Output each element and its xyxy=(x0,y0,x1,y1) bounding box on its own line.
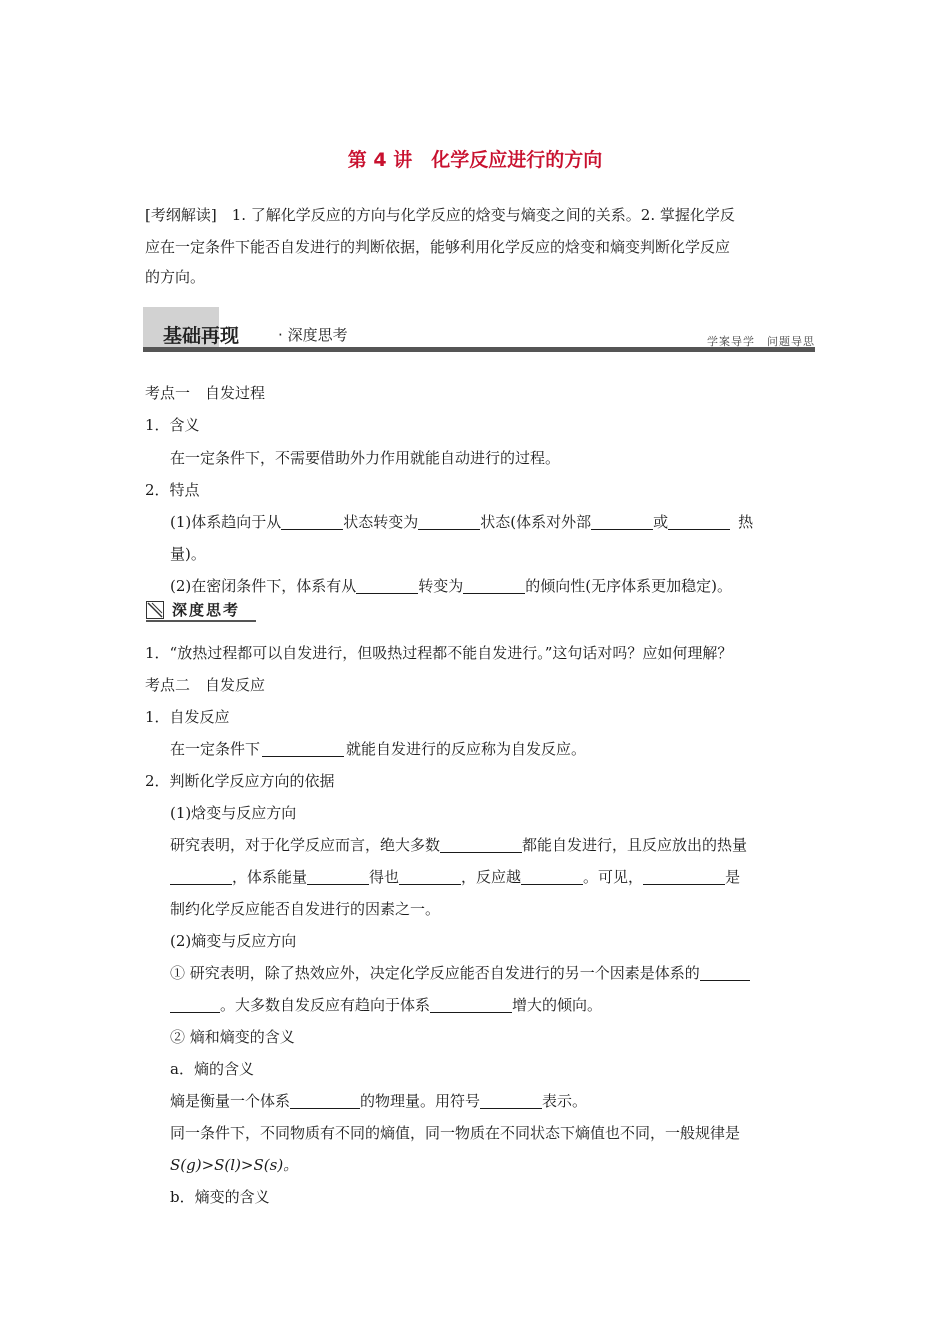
fill-blank[interactable] xyxy=(262,741,344,757)
intro-line-1: [考纲解读] 1. 了解化学反应的方向与化学反应的焓变与熵变之间的关系。2. 掌握化学反 xyxy=(145,206,735,224)
deep-think-header xyxy=(146,598,306,622)
fill-blank[interactable] xyxy=(281,514,343,530)
feature-1-line: (1)体系趋向于从 状态转变为 状态(体系对外部 或 热 xyxy=(170,513,754,531)
item-1-heading: 1．含义 xyxy=(145,416,200,434)
feature-1-cont: 量)。 xyxy=(170,545,206,563)
fill-blank[interactable] xyxy=(170,997,220,1013)
item-4-heading: 2．判断化学反应方向的依据 xyxy=(145,772,335,790)
section-banner xyxy=(143,307,815,353)
topic-1-heading: 考点一 自发过程 xyxy=(145,384,266,402)
fill-blank[interactable] xyxy=(307,869,369,885)
sub-2-line-1: ① 研究表明，除了热效应外，决定化学反应能否自发进行的另一个因素是体系的 xyxy=(170,963,750,983)
sub-1-line-2: ，体系能量 得也 ，反应越 。可见， 是 xyxy=(170,867,740,887)
sub-1-line-1: 研究表明，对于化学反应而言，绝大多数 都能自发进行，且反应放出的热量 xyxy=(170,836,748,854)
sub-5-heading: b．熵变的含义 xyxy=(170,1188,270,1206)
sub-4-heading: a．熵的含义 xyxy=(170,1060,254,1078)
fill-blank[interactable] xyxy=(700,965,750,981)
page-title: 第 4 讲 化学反应进行的方向 xyxy=(347,149,603,171)
fill-blank[interactable] xyxy=(591,514,653,530)
fill-blank[interactable] xyxy=(290,1093,360,1109)
intro-line-3: 的方向。 xyxy=(145,268,206,286)
fill-blank[interactable] xyxy=(643,869,725,885)
fill-blank[interactable] xyxy=(418,514,480,530)
sub-3-heading: ② 熵和熵变的含义 xyxy=(170,1028,295,1046)
intro-line-2: 应在一定条件下能否自发进行的判断依据，能够利用化学反应的焓变和熵变判断化学反应 xyxy=(145,238,731,256)
feature-2-line: (2)在密闭条件下，体系有从 转变为 的倾向性(无序体系更加稳定)。 xyxy=(170,577,732,595)
fill-blank[interactable] xyxy=(170,869,232,885)
sub-1-line-3: 制约化学反应能否自发进行的因素之一。 xyxy=(170,900,441,918)
item-1-text: 在一定条件下，不需要借助外力作用就能自动进行的过程。 xyxy=(170,449,561,467)
sub-4-line-1: 熵是衡量一个体系 的物理量。用符号 表示。 xyxy=(170,1092,588,1110)
sub-2-line-2: 。大多数自发反应有趋向于体系 增大的倾向。 xyxy=(170,995,602,1015)
banner-main-title: 基础再现 xyxy=(163,325,240,347)
fill-blank[interactable] xyxy=(399,869,461,885)
fill-blank[interactable] xyxy=(440,837,522,853)
fill-blank[interactable] xyxy=(480,1093,542,1109)
fill-blank[interactable] xyxy=(356,578,418,594)
fill-blank[interactable] xyxy=(668,514,730,530)
item-3-heading: 1．自发反应 xyxy=(145,708,230,726)
fill-blank[interactable] xyxy=(463,578,525,594)
sub-1-heading: (1)焓变与反应方向 xyxy=(170,804,297,822)
deep-think-underline xyxy=(146,620,256,622)
banner-subtitle xyxy=(278,324,348,345)
question-1: 1．“放热过程都可以自发进行，但吸热过程都不能自发进行。”这句话对吗？应如何理解？ xyxy=(145,644,733,662)
sub-2-heading: (2)熵变与反应方向 xyxy=(170,932,297,950)
deep-think-label: 深度思考 xyxy=(172,601,241,619)
topic-2-heading: 考点二 自发反应 xyxy=(145,676,266,694)
fill-blank[interactable] xyxy=(430,997,512,1013)
item-3-text: 在一定条件下 就能自发进行的反应称为自发反应。 xyxy=(170,740,587,758)
sub-4-line-2: 同一条件下，不同物质有不同的熵值，同一物质在不同状态下熵值也不同，一般规律是 xyxy=(170,1124,741,1142)
slash-box-icon xyxy=(146,601,164,619)
fill-blank[interactable] xyxy=(521,869,583,885)
banner-right-label: 学案导学 问题导思 xyxy=(707,335,815,348)
banner-dot: · xyxy=(278,326,283,344)
banner-sub-label: 深度思考 xyxy=(287,326,348,344)
item-2-heading: 2．特点 xyxy=(145,481,200,499)
entropy-order: S(g)>S(l)>S(s)。 xyxy=(170,1156,299,1174)
